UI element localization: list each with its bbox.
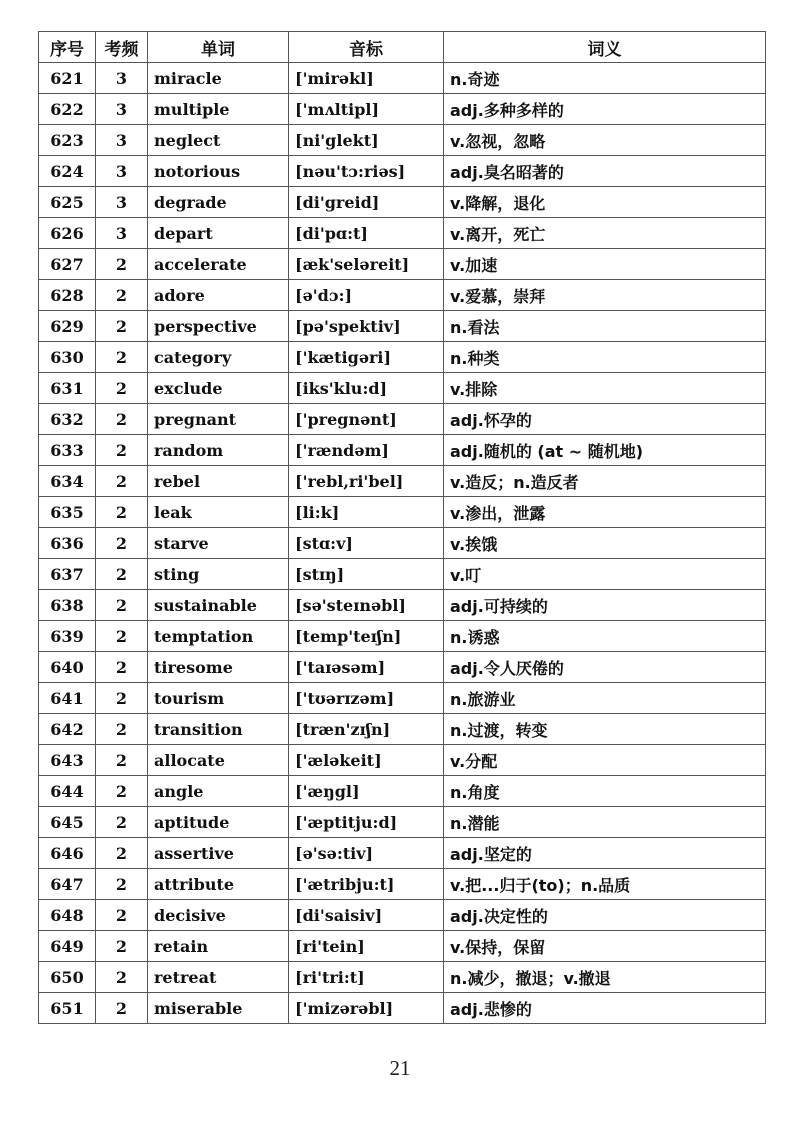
table-row	[39, 652, 766, 683]
cell-phonetic: ['mʌltipl]	[289, 94, 444, 125]
cell-word: miserable	[148, 993, 289, 1024]
cell-definition: n.看法	[444, 311, 766, 342]
cell-frequency: 3	[96, 125, 148, 156]
cell-definition: v.把...归于(to)；n.品质	[444, 869, 766, 900]
cell-frequency: 2	[96, 931, 148, 962]
cell-definition: v.离开，死亡	[444, 218, 766, 249]
cell-frequency: 2	[96, 311, 148, 342]
cell-definition: n.种类	[444, 342, 766, 373]
cell-number: 623	[39, 125, 96, 156]
cell-frequency: 2	[96, 869, 148, 900]
cell-word: decisive	[148, 900, 289, 931]
table-row	[39, 497, 766, 528]
cell-definition: adj.令人厌倦的	[444, 652, 766, 683]
cell-word: retain	[148, 931, 289, 962]
cell-definition: v.忽视，忽略	[444, 125, 766, 156]
cell-definition: adj.可持续的	[444, 590, 766, 621]
cell-phonetic: ['pregnənt]	[289, 404, 444, 435]
table-row	[39, 63, 766, 94]
cell-number: 647	[39, 869, 96, 900]
cell-phonetic: ['tʊərɪzəm]	[289, 683, 444, 714]
cell-number: 633	[39, 435, 96, 466]
cell-phonetic: ['rebl,ri'bel]	[289, 466, 444, 497]
cell-definition: v.保持，保留	[444, 931, 766, 962]
cell-frequency: 2	[96, 683, 148, 714]
cell-phonetic: [træn'zɪʃn]	[289, 714, 444, 745]
cell-phonetic: [di'pɑ:t]	[289, 218, 444, 249]
cell-frequency: 2	[96, 373, 148, 404]
cell-definition: adj.随机的 (at ~ 随机地)	[444, 435, 766, 466]
cell-number: 631	[39, 373, 96, 404]
table-row	[39, 621, 766, 652]
cell-phonetic: ['rændəm]	[289, 435, 444, 466]
cell-word: category	[148, 342, 289, 373]
cell-word: random	[148, 435, 289, 466]
cell-phonetic: ['mizərəbl]	[289, 993, 444, 1024]
cell-number: 636	[39, 528, 96, 559]
table-row	[39, 249, 766, 280]
table-row	[39, 590, 766, 621]
page-number: 21	[389, 1056, 411, 1080]
cell-number: 635	[39, 497, 96, 528]
header-frequency: 考频	[96, 32, 148, 63]
cell-definition: v.加速	[444, 249, 766, 280]
cell-number: 639	[39, 621, 96, 652]
cell-word: assertive	[148, 838, 289, 869]
cell-frequency: 2	[96, 962, 148, 993]
cell-number: 643	[39, 745, 96, 776]
cell-word: aptitude	[148, 807, 289, 838]
cell-phonetic: ['æptitju:d]	[289, 807, 444, 838]
cell-word: transition	[148, 714, 289, 745]
cell-phonetic: [ri'tein]	[289, 931, 444, 962]
table-row	[39, 993, 766, 1024]
cell-word: leak	[148, 497, 289, 528]
table-row	[39, 187, 766, 218]
cell-definition: adj.决定性的	[444, 900, 766, 931]
cell-number: 625	[39, 187, 96, 218]
cell-definition: v.排除	[444, 373, 766, 404]
cell-number: 627	[39, 249, 96, 280]
cell-frequency: 2	[96, 249, 148, 280]
table-row	[39, 528, 766, 559]
cell-word: sustainable	[148, 590, 289, 621]
cell-word: perspective	[148, 311, 289, 342]
cell-word: retreat	[148, 962, 289, 993]
table-row	[39, 559, 766, 590]
table-row	[39, 373, 766, 404]
cell-number: 626	[39, 218, 96, 249]
cell-number: 632	[39, 404, 96, 435]
cell-frequency: 2	[96, 776, 148, 807]
cell-definition: adj.多种多样的	[444, 94, 766, 125]
cell-phonetic: [ri'tri:t]	[289, 962, 444, 993]
cell-word: tiresome	[148, 652, 289, 683]
cell-word: pregnant	[148, 404, 289, 435]
cell-definition: adj.怀孕的	[444, 404, 766, 435]
cell-definition: n.诱惑	[444, 621, 766, 652]
table-row	[39, 838, 766, 869]
cell-frequency: 3	[96, 94, 148, 125]
cell-word: neglect	[148, 125, 289, 156]
cell-word: depart	[148, 218, 289, 249]
cell-number: 650	[39, 962, 96, 993]
cell-word: angle	[148, 776, 289, 807]
cell-word: tourism	[148, 683, 289, 714]
cell-definition: n.旅游业	[444, 683, 766, 714]
header-phonetic: 音标	[289, 32, 444, 63]
cell-phonetic: [sə'steɪnəbl]	[289, 590, 444, 621]
vocabulary-table	[38, 31, 766, 1024]
cell-phonetic: [stɪŋ]	[289, 559, 444, 590]
table-row	[39, 435, 766, 466]
cell-phonetic: [temp'teɪʃn]	[289, 621, 444, 652]
cell-frequency: 2	[96, 404, 148, 435]
cell-phonetic: [di'saisiv]	[289, 900, 444, 931]
cell-number: 622	[39, 94, 96, 125]
cell-number: 638	[39, 590, 96, 621]
cell-frequency: 2	[96, 745, 148, 776]
table-body	[39, 63, 766, 1024]
cell-phonetic: ['taɪəsəm]	[289, 652, 444, 683]
cell-phonetic: ['ætribju:t]	[289, 869, 444, 900]
cell-number: 630	[39, 342, 96, 373]
table-row	[39, 869, 766, 900]
table-header-row	[39, 32, 766, 63]
cell-phonetic: [iks'klu:d]	[289, 373, 444, 404]
table-row	[39, 156, 766, 187]
table-row	[39, 404, 766, 435]
table-row	[39, 776, 766, 807]
cell-frequency: 2	[96, 466, 148, 497]
cell-word: temptation	[148, 621, 289, 652]
cell-number: 640	[39, 652, 96, 683]
table-row	[39, 125, 766, 156]
cell-phonetic: [ni'glekt]	[289, 125, 444, 156]
cell-number: 629	[39, 311, 96, 342]
cell-word: starve	[148, 528, 289, 559]
table-row	[39, 900, 766, 931]
table-row	[39, 342, 766, 373]
cell-definition: v.叮	[444, 559, 766, 590]
cell-definition: n.潜能	[444, 807, 766, 838]
cell-definition: adj.悲惨的	[444, 993, 766, 1024]
cell-definition: v.爱慕，崇拜	[444, 280, 766, 311]
cell-frequency: 2	[96, 807, 148, 838]
cell-number: 634	[39, 466, 96, 497]
table-row	[39, 94, 766, 125]
cell-frequency: 2	[96, 714, 148, 745]
cell-phonetic: ['kætigəri]	[289, 342, 444, 373]
cell-frequency: 3	[96, 218, 148, 249]
table-row	[39, 807, 766, 838]
cell-frequency: 2	[96, 559, 148, 590]
cell-number: 645	[39, 807, 96, 838]
cell-number: 649	[39, 931, 96, 962]
cell-phonetic: ['æŋgl]	[289, 776, 444, 807]
cell-number: 621	[39, 63, 96, 94]
cell-word: miracle	[148, 63, 289, 94]
cell-definition: v.降解，退化	[444, 187, 766, 218]
cell-word: attribute	[148, 869, 289, 900]
cell-frequency: 2	[96, 652, 148, 683]
cell-phonetic: [nəu'tɔ:riəs]	[289, 156, 444, 187]
table-row	[39, 745, 766, 776]
header-definition: 词义	[444, 32, 766, 63]
table-row	[39, 683, 766, 714]
cell-phonetic: ['mirəkl]	[289, 63, 444, 94]
table-row	[39, 962, 766, 993]
cell-number: 628	[39, 280, 96, 311]
cell-definition: v.挨饿	[444, 528, 766, 559]
cell-frequency: 2	[96, 993, 148, 1024]
cell-word: exclude	[148, 373, 289, 404]
table-row	[39, 714, 766, 745]
table-row	[39, 931, 766, 962]
cell-definition: n.减少，撤退；v.撤退	[444, 962, 766, 993]
cell-frequency: 3	[96, 63, 148, 94]
cell-word: adore	[148, 280, 289, 311]
cell-definition: n.过渡，转变	[444, 714, 766, 745]
table-row	[39, 280, 766, 311]
cell-phonetic: [ə'dɔ:]	[289, 280, 444, 311]
cell-frequency: 2	[96, 621, 148, 652]
cell-number: 624	[39, 156, 96, 187]
cell-word: notorious	[148, 156, 289, 187]
cell-frequency: 2	[96, 590, 148, 621]
cell-word: degrade	[148, 187, 289, 218]
cell-number: 646	[39, 838, 96, 869]
cell-definition: v.渗出，泄露	[444, 497, 766, 528]
cell-phonetic: [æk'seləreit]	[289, 249, 444, 280]
cell-word: accelerate	[148, 249, 289, 280]
cell-definition: v.分配	[444, 745, 766, 776]
header-word: 单词	[148, 32, 289, 63]
cell-phonetic: [ə'sə:tiv]	[289, 838, 444, 869]
table-row	[39, 218, 766, 249]
cell-word: sting	[148, 559, 289, 590]
cell-phonetic: [stɑ:v]	[289, 528, 444, 559]
cell-definition: n.角度	[444, 776, 766, 807]
cell-definition: n.奇迹	[444, 63, 766, 94]
cell-definition: adj.坚定的	[444, 838, 766, 869]
cell-frequency: 2	[96, 435, 148, 466]
cell-word: rebel	[148, 466, 289, 497]
cell-number: 651	[39, 993, 96, 1024]
cell-frequency: 2	[96, 838, 148, 869]
cell-frequency: 2	[96, 497, 148, 528]
cell-number: 644	[39, 776, 96, 807]
cell-phonetic: [di'greid]	[289, 187, 444, 218]
cell-frequency: 2	[96, 528, 148, 559]
table-row	[39, 466, 766, 497]
cell-definition: v.造反；n.造反者	[444, 466, 766, 497]
cell-number: 648	[39, 900, 96, 931]
header-number: 序号	[39, 32, 96, 63]
cell-number: 642	[39, 714, 96, 745]
cell-frequency: 2	[96, 280, 148, 311]
cell-frequency: 2	[96, 900, 148, 931]
cell-word: allocate	[148, 745, 289, 776]
cell-phonetic: [li:k]	[289, 497, 444, 528]
cell-frequency: 3	[96, 187, 148, 218]
cell-word: multiple	[148, 94, 289, 125]
table-row	[39, 311, 766, 342]
cell-frequency: 2	[96, 342, 148, 373]
cell-phonetic: [pə'spektiv]	[289, 311, 444, 342]
cell-definition: adj.臭名昭著的	[444, 156, 766, 187]
cell-number: 641	[39, 683, 96, 714]
cell-frequency: 3	[96, 156, 148, 187]
cell-number: 637	[39, 559, 96, 590]
cell-phonetic: ['æləkeit]	[289, 745, 444, 776]
